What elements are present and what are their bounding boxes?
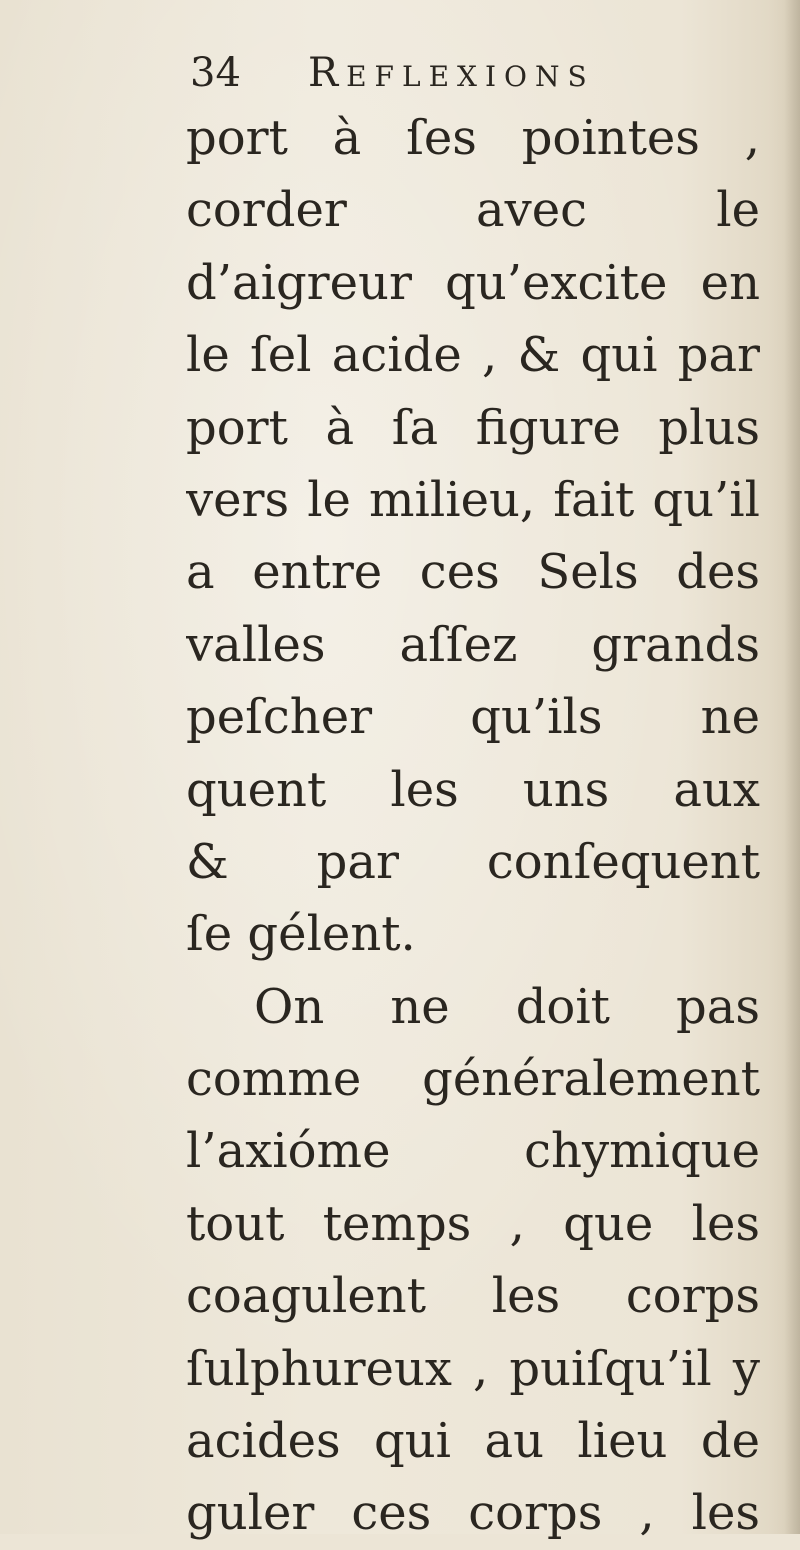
page-number: 34	[190, 50, 241, 96]
text-line: l’axióme chymique	[186, 1123, 760, 1180]
paragraph-first-line: On ne doit pas	[254, 978, 760, 1035]
text-line: peſcher qu’ils ne	[186, 689, 760, 746]
text-line: comme généralement	[186, 1051, 760, 1108]
text-line: coagulent les corps	[186, 1268, 760, 1325]
text-line: vers le milieu, fait qu’il	[186, 471, 760, 528]
text-line: port à ſes pointes ,	[186, 110, 760, 166]
text-line: tout temps , que les	[186, 1195, 760, 1252]
text-line: ſulphureux , puiſqu’il y	[186, 1340, 760, 1397]
text-line: guler ces corps , les	[186, 1485, 760, 1542]
text-line: corder avec le	[186, 182, 760, 239]
text-line: & par conſequent	[186, 833, 760, 890]
body-text	[186, 102, 760, 1550]
page-gutter-shadow	[784, 0, 800, 1534]
text-line: le ſel acide , & qui par	[186, 327, 760, 384]
text-line: ſe gélent.	[186, 906, 416, 963]
running-head-title: Reflexions	[308, 50, 595, 96]
text-line: valles aſſez grands	[186, 616, 760, 673]
text-line: d’aigreur qu’excite en	[186, 254, 760, 311]
text-line: acides qui au lieu de	[186, 1413, 760, 1470]
text-line: quent les uns aux	[186, 761, 760, 818]
running-head	[190, 48, 750, 98]
text-line: a entre ces Sels des	[186, 544, 760, 601]
text-line: port à ſa figure plus	[186, 399, 760, 456]
